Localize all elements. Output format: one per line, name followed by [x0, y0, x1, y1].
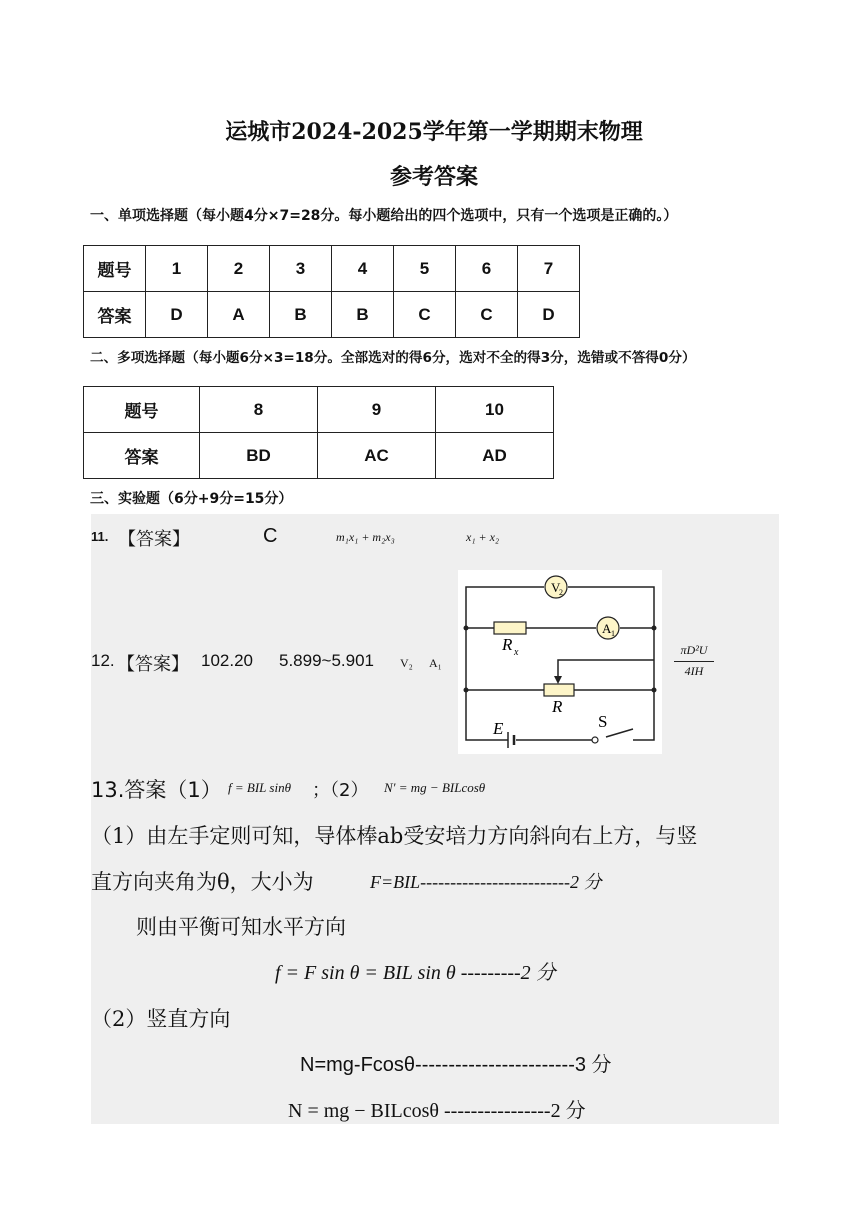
q12-value-2: 5.899~5.901 — [279, 651, 375, 670]
question-number: 2 — [208, 246, 270, 292]
q13-separator: ；（2） — [312, 780, 369, 801]
q13-line-4: f = F sin θ = BIL sin θ ---------2 分 — [275, 962, 556, 984]
question-number: 1 — [146, 246, 208, 292]
q11-answer: C — [263, 525, 278, 547]
row-header-answer: 答案 — [84, 433, 200, 479]
section3-heading: 三、实验题（6分+9分=15分） — [90, 491, 293, 507]
answer-cell: A — [208, 292, 270, 338]
answer-cell: AC — [318, 433, 436, 479]
table-row — [84, 246, 580, 292]
row-header-question: 题号 — [84, 387, 200, 433]
ammeter-label: A — [602, 621, 612, 636]
question-number: 10 — [436, 387, 554, 433]
q12-answer-tag: 【答案】 — [117, 654, 189, 675]
voltmeter-label: V — [551, 580, 561, 595]
answer-cell: C — [394, 292, 456, 338]
q12-meter-1: V₂ — [400, 656, 413, 670]
rheostat-icon — [544, 684, 574, 696]
single-choice-table — [83, 245, 580, 338]
q13-heading: 13.答案（1） — [91, 778, 222, 802]
q13-line-5: （2）竖直方向 — [91, 1007, 231, 1031]
question-number: 8 — [200, 387, 318, 433]
page-subtitle: 参考答案 — [389, 164, 478, 190]
q12-formula-denominator: 4IH — [684, 664, 704, 678]
question-number: 5 — [394, 246, 456, 292]
circuit-diagram — [458, 570, 662, 754]
answer-cell: AD — [436, 433, 554, 479]
voltmeter-subscript: 2 — [559, 588, 563, 597]
answer-cell: D — [518, 292, 580, 338]
answer-cell: B — [332, 292, 394, 338]
rheostat-label: R — [552, 697, 563, 716]
q12-value-1: 102.20 — [201, 651, 253, 670]
battery-label: E — [493, 719, 504, 738]
table-row — [84, 433, 554, 479]
ammeter-subscript: 1 — [611, 629, 615, 638]
switch-label: S — [598, 712, 608, 731]
switch-icon — [592, 737, 598, 743]
multi-choice-table — [83, 386, 554, 479]
q13-line-6: N=mg-Fcosθ------------------------3 分 — [300, 1054, 612, 1076]
q13-line-1: （1）由左手定则可知，导体棒ab受安培力方向斜向右上方，与竖 — [91, 824, 698, 848]
q11-label: 11. — [91, 529, 109, 544]
q12-meter-2: A₁ — [429, 656, 442, 670]
q11-answer-tag: 【答案】 — [118, 529, 190, 550]
q13-formula-2: N′ = mg − BILcosθ — [384, 780, 486, 795]
question-number: 6 — [456, 246, 518, 292]
q11-expression-2: x₁ + x₂ — [466, 530, 500, 544]
question-number: 3 — [270, 246, 332, 292]
resistor-rx-label: R — [502, 635, 513, 654]
answer-cell: C — [456, 292, 518, 338]
q13-formula-1: f = BIL sinθ — [228, 780, 291, 795]
answer-cell: B — [270, 292, 332, 338]
table-row — [84, 387, 554, 433]
row-header-question: 题号 — [84, 246, 146, 292]
resistor-rx-icon — [494, 622, 526, 634]
resistor-rx-subscript: x — [514, 647, 519, 658]
section2-heading: 二、多项选择题（每小题6分×3=18分。全部选对的得6分，选对不全的得3分，选错或不答得0分） — [90, 350, 696, 366]
q13-line-3: 则由平衡可知水平方向 — [136, 915, 346, 939]
q12-formula-numerator: πD²U — [680, 643, 708, 657]
page-title: 运城市2024-2025学年第一学期期末物理 — [225, 119, 643, 145]
table-row — [84, 292, 580, 338]
question-number: 7 — [518, 246, 580, 292]
row-header-answer: 答案 — [84, 292, 146, 338]
q13-line-2b: F=BIL-------------------------2 分 — [370, 872, 602, 892]
section1-heading: 一、单项选择题（每小题4分×7=28分。每小题给出的四个选项中，只有一个选项是正确的。） — [90, 208, 678, 224]
q11-expression-1: m₁x₁ + m₂x₃ — [336, 530, 395, 544]
answer-cell: BD — [200, 433, 318, 479]
fraction-bar — [674, 661, 714, 662]
question-number: 4 — [332, 246, 394, 292]
q13-line-7: N = mg − BILcosθ ----------------2 分 — [288, 1100, 586, 1122]
answer-cell: D — [146, 292, 208, 338]
q13-line-2a: 直方向夹角为θ，大小为 — [91, 870, 314, 894]
q12-label: 12. — [91, 651, 115, 670]
question-number: 9 — [318, 387, 436, 433]
